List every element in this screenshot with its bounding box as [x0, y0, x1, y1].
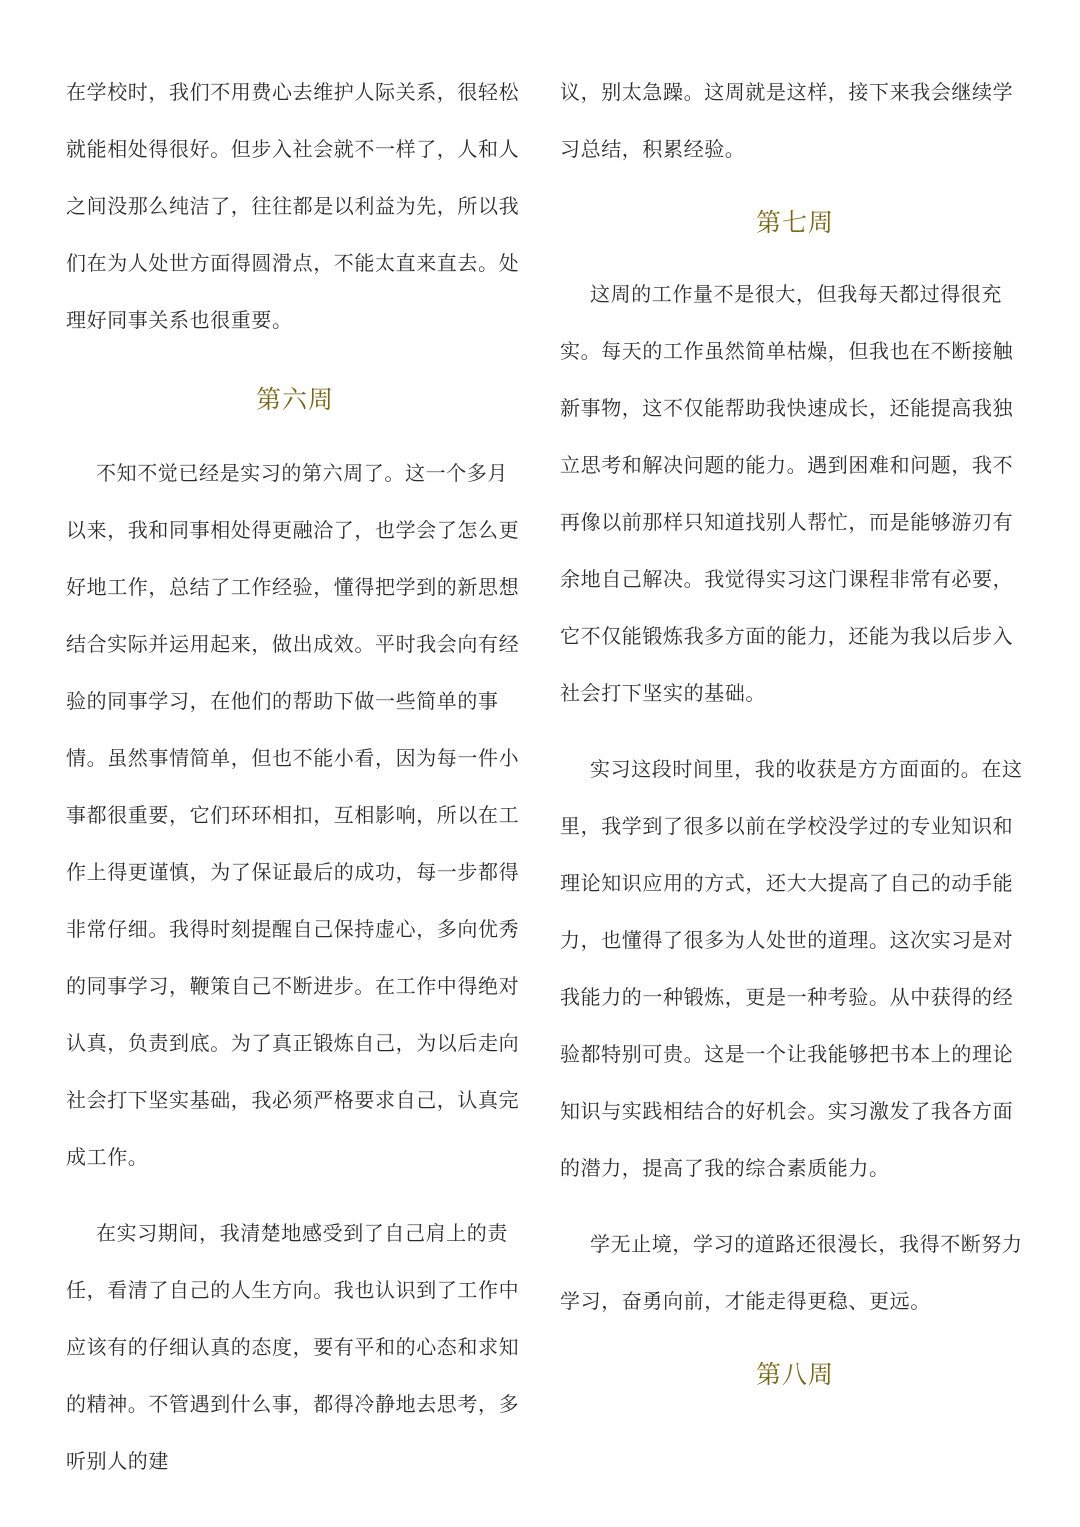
right-column: [560, 64, 1030, 1418]
week-7-paragraph-1: 这周的工作量不是很大，但我每天都过得很充实。每天的工作虽然简单枯燥，但我也在不断接触新事物，这不仅能帮助我快速成长，还能提高我独立思考和解决问题的能力。遇到困难和问题，我不再像以前那样只知道找别人帮忙，而是能够游刃有余地自己解决。我觉得实习这门课程非常有必要，它不仅能锻炼我多方面的能力，还能为我以后步入社会打下坚实的基础。: [560, 282, 1014, 705]
week-8-heading: 第八周: [755, 1360, 834, 1389]
week-7-paragraph-2: 实习这段时间里，我的收获是方方面面的。在这里，我学到了很多以前在学校没学过的专业知识和理论知识应用的方式，还大大提高了自己的动手能力，也懂得了很多为人处世的道理。这次实习是对我能力的一种锻炼，更是一种考验。从中获得的经验都特别可贵。这是一个让我能够把书本上的理论知识与实践相结合的好机会。实习激发了我各方面的潜力，提高了我的综合素质能力。: [560, 757, 1023, 1180]
week-7-heading: 第七周: [755, 208, 834, 237]
week-7-paragraph-3: 学无止境，学习的道路还很漫长，我得不断努力学习，奋勇向前，才能走得更稳、更远。: [560, 1232, 1023, 1313]
left-column: [66, 64, 524, 1490]
intro-paragraph: 在学校时，我们不用费心去维护人际关系，很轻松就能相处得很好。但步入社会就不一样了，人和人之间没那么纯洁了，往往都是以利益为先，所以我们在为人处世方面得圆滑点，不能太直来直去。处理好同事关系也很重要。: [66, 80, 520, 332]
week-6-paragraph-1: 不知不觉已经是实习的第六周了。这一个多月以来，我和同事相处得更融洽了，也学会了怎么更好地工作，总结了工作经验，懂得把学到的新思想结合实际并运用起来，做出成效。平时我会向有经验的同事学习，在他们的帮助下做一些简单的事情。虽然事情简单，但也不能小看，因为每一件小事都很重要，它们环环相扣，互相影响，所以在工作上得更谨慎，为了保证最后的成功，每一步都得非常仔细。我得时刻提醒自己保持虚心，多向优秀的同事学习，鞭策自己不断进步。在工作中得绝对认真，负责到底。为了真正锻炼自己，为以后走向社会打下坚实基础，我必须严格要求自己，认真完成工作。: [66, 461, 520, 1169]
week-6-heading: 第六周: [255, 385, 334, 414]
continued-paragraph: 议，别太急躁。这周就是这样，接下来我会继续学习总结，积累经验。: [560, 80, 1014, 161]
week-6-paragraph-2: 在实习期间，我清楚地感受到了自己肩上的责任，看清了自己的人生方向。我也认识到了工作中应该有的仔细认真的态度，要有平和的心态和求知的精神。不管遇到什么事，都得冷静地去思考，多听别人的建: [66, 1221, 520, 1473]
